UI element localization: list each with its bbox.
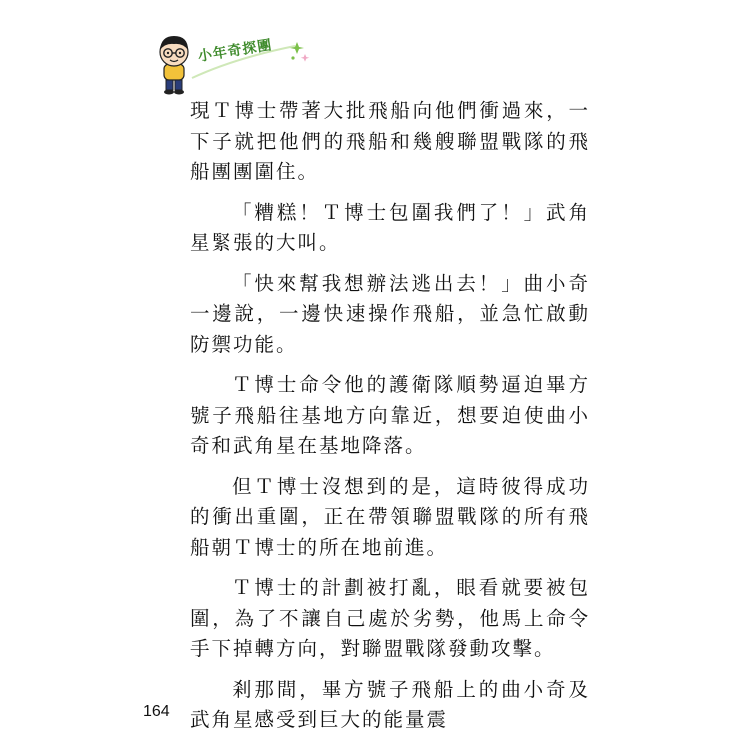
paragraph: 現Ｔ博士帶著大批飛船向他們衝過來，一下子就把他們的飛船和幾艘聯盟戰隊的飛船團團圍住。 [190, 99, 590, 183]
page-number: 164 [143, 703, 170, 720]
paragraph: 「糟糕！Ｔ博士包圍我們了！」武角星緊張的大叫。 [190, 200, 590, 254]
series-title: 小年奇探團 [196, 37, 274, 65]
paragraph: 「快來幫我想辦法逃出去！」曲小奇一邊說，一邊快速操作飛船，並急忙啟動防禦功能。 [190, 271, 590, 356]
paragraph: 但Ｔ博士沒想到的是，這時彼得成功的衝出重圍，正在帶領聯盟戰隊的所有飛船朝Ｔ博士的所在地前進。 [190, 474, 590, 559]
story-text [190, 96, 590, 746]
paragraph: 剎那間，畢方號子飛船上的曲小奇及武角星感受到巨大的能量震 [190, 677, 590, 731]
series-header [155, 30, 315, 100]
paragraph: Ｔ博士的計劃被打亂，眼看就要被包圍，為了不讓自己處於劣勢，他馬上命令手下掉轉方向，對聯盟戰隊發動攻擊。 [190, 576, 590, 660]
paragraph: Ｔ博士命令他的護衛隊順勢逼迫畢方號子飛船往基地方向靠近，想要迫使曲小奇和武角星在基地降落。 [190, 373, 590, 457]
